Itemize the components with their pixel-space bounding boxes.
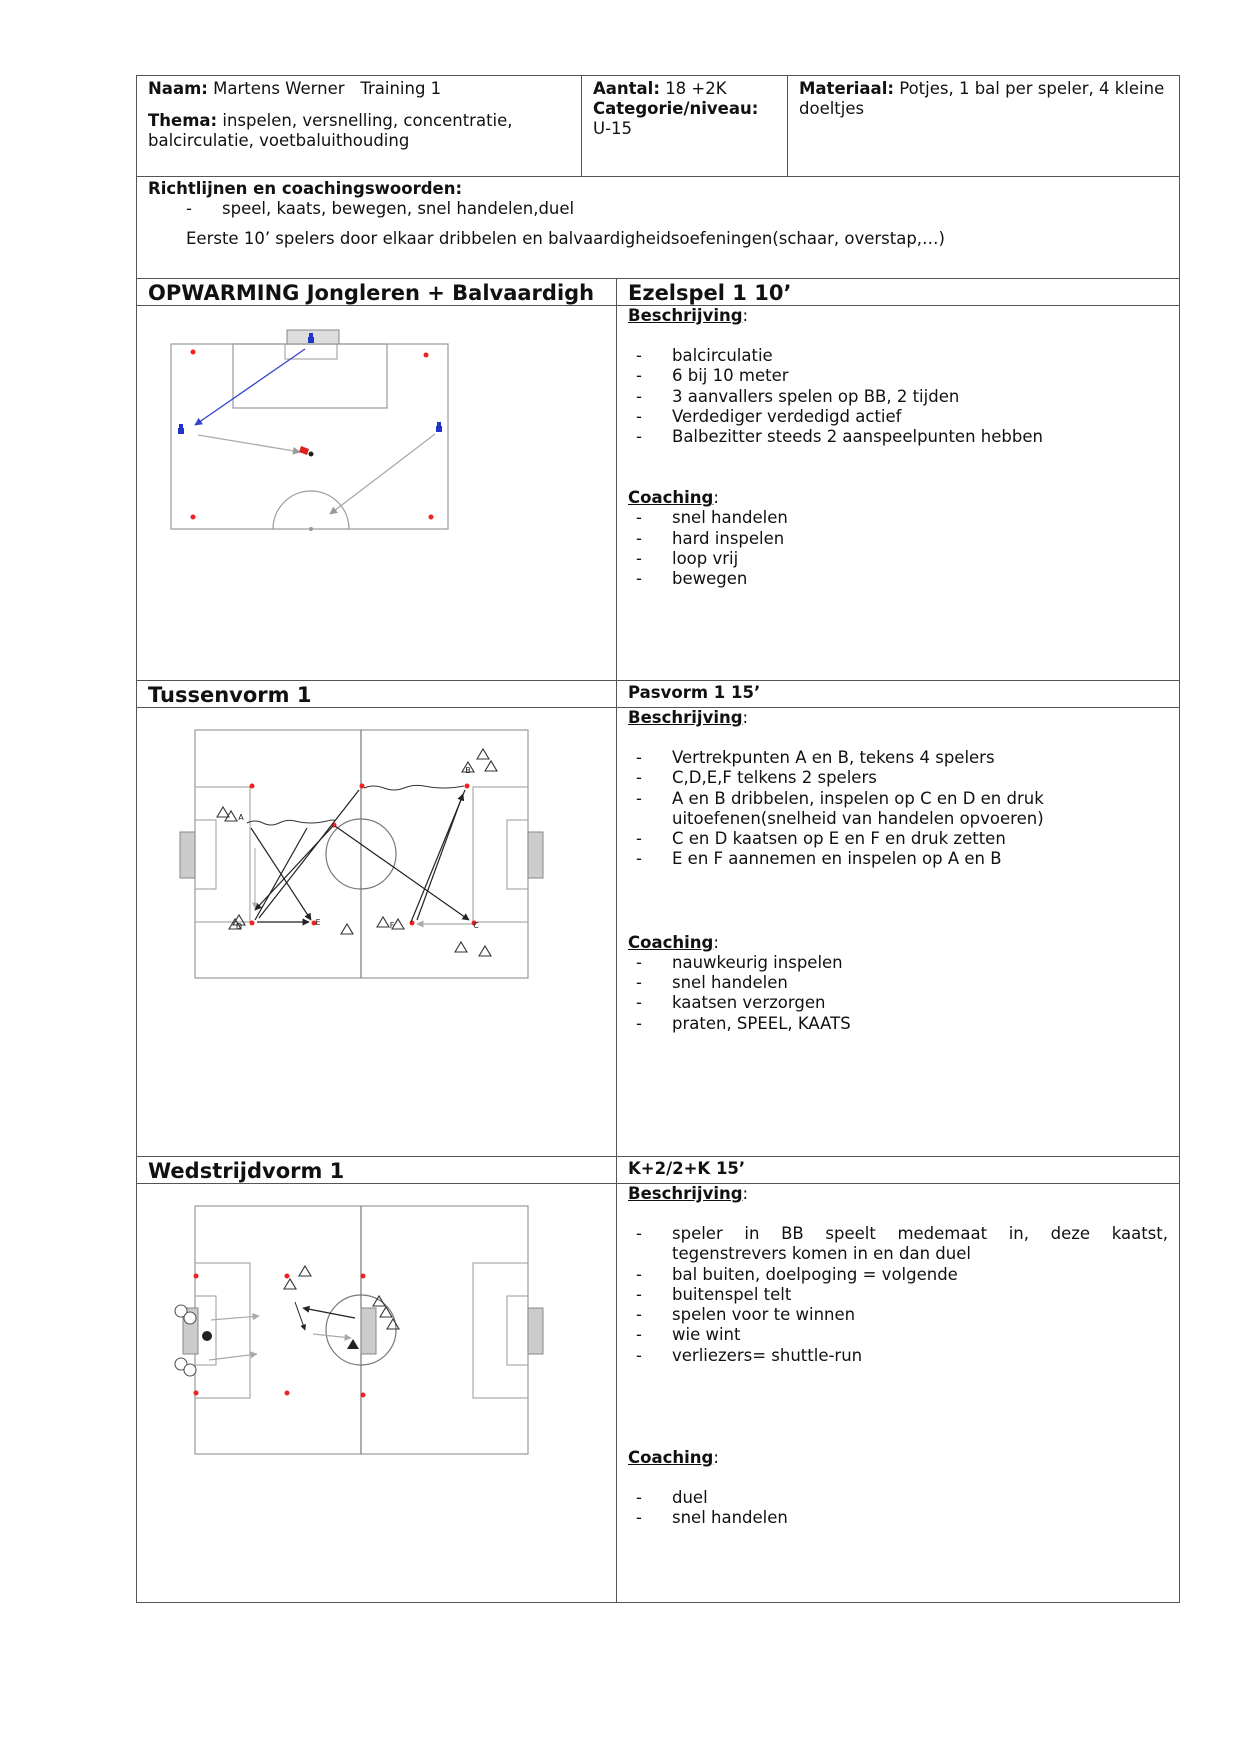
player-with-ball xyxy=(347,1339,359,1349)
categorie-value: U-15 xyxy=(593,119,633,138)
label-E: E xyxy=(315,918,321,927)
list-item: - hard inspelen xyxy=(628,529,1168,549)
ezelspel-diagram xyxy=(137,306,616,680)
list-item: - C,D,E,F telkens 2 spelers xyxy=(628,768,1168,788)
list-item: - kaatsen verzorgen xyxy=(628,993,1168,1013)
list-item: - Balbezitter steeds 2 aanspeelpunten hebben xyxy=(628,427,1168,447)
section2-title-right: Pasvorm 1 15’ xyxy=(616,680,1180,708)
materiaal-cell xyxy=(787,75,1180,177)
aantal-label: Aantal: xyxy=(593,79,660,98)
coaching-heading: Coaching xyxy=(628,932,714,952)
coaching-list xyxy=(628,953,1168,1034)
list-item: - speler in BB speelt medemaat in, deze kaatst, tegenstrevers komen in en dan duel xyxy=(628,1224,1168,1265)
beschrijving-heading: Beschrijving xyxy=(628,708,743,727)
list-item: - bewegen xyxy=(628,569,1168,589)
aantal-value: 18 +2K xyxy=(665,79,727,98)
cone-markers xyxy=(191,350,434,520)
richtlijnen-note: Eerste 10’ spelers door elkaar dribbelen en balvaardigheidsoefeningen(schaar, overstap,…) xyxy=(186,229,945,249)
naam-value: Martens Werner xyxy=(213,79,345,98)
list-item: - duel xyxy=(628,1488,1168,1508)
list-item: - loop vrij xyxy=(628,549,1168,569)
cone-markers xyxy=(250,784,477,926)
list-item: - Vertrekpunten A en B, tekens 4 spelers xyxy=(628,748,1168,768)
naam-cell xyxy=(136,75,582,177)
beschrijving-list xyxy=(628,346,1168,447)
list-item: - wie wint xyxy=(628,1325,1168,1345)
thema-label: Thema: xyxy=(148,111,218,130)
beschrijving-heading: Beschrijving xyxy=(628,1184,743,1203)
coaching-list xyxy=(628,1488,1168,1529)
thema-value: inspelen, versnelling, concentratie, balcirculatie, voetbaluithouding xyxy=(148,111,513,150)
list-item: - bal buiten, doelpoging = volgende xyxy=(628,1265,1168,1285)
list-item: - 3 aanvallers spelen op BB, 2 tijden xyxy=(628,387,1168,407)
section2-diagram-cell xyxy=(136,707,617,1157)
ball-left xyxy=(202,1331,212,1341)
cone-markers xyxy=(194,1274,366,1398)
label-F: F xyxy=(389,921,395,930)
wedstrijdvorm-diagram xyxy=(137,1184,616,1602)
label-D: D xyxy=(235,922,243,931)
list-item: - buitenspel telt xyxy=(628,1285,1168,1305)
list-item: - verliezers= shuttle-run xyxy=(628,1346,1168,1366)
section2-text-cell: Beschrijving: - Vertrekpunten A en B, tekens 4 spelers - C,D,E,F telkens 2 spelers - A en B dribbelen, inspelen op C en D en druk uitoefenen(snelheid van handelen opvoeren) - C en D kaatsen op E en F en druk zetten - E en F aannemen en inspelen op A en B Coaching: - nauwkeurig inspelen - snel handelen - kaatsen verzorgen - praten, SPEEL, KAATS xyxy=(616,707,1180,1157)
richtlijnen-list xyxy=(178,199,1168,219)
richtlijnen-cell xyxy=(136,176,1180,279)
materiaal-label: Materiaal: xyxy=(799,79,894,98)
section1-title-right: Ezelspel 1 10’ xyxy=(616,278,1180,306)
list-item: - speel, kaats, bewegen, snel handelen,duel xyxy=(178,199,1168,219)
list-item: - snel handelen xyxy=(628,1508,1168,1528)
label-A: A xyxy=(238,813,244,822)
list-item: - nauwkeurig inspelen xyxy=(628,953,1168,973)
categorie-label: Categorie/niveau: xyxy=(593,99,759,118)
section1-diagram-cell xyxy=(136,305,617,681)
list-item: - snel handelen xyxy=(628,508,1168,528)
materiaal-value: Potjes, 1 bal per speler, 4 kleine doeltjes xyxy=(799,79,1165,118)
list-item: - snel handelen xyxy=(628,973,1168,993)
coaching-list xyxy=(628,508,1168,589)
section3-title-left: Wedstrijdvorm 1 xyxy=(136,1156,617,1184)
list-item: - E en F aannemen en inspelen op A en B xyxy=(628,849,1168,869)
beschrijving-heading: Beschrijving xyxy=(628,306,743,325)
list-item: - praten, SPEEL, KAATS xyxy=(628,1014,1168,1034)
training-sheet xyxy=(136,75,1180,1603)
section1-text-cell: Beschrijving: - balcirculatie - 6 bij 10 meter - 3 aanvallers spelen op BB, 2 tijden - Verdediger verdedigd actief - Balbezitter steeds 2 aanspeelpunten hebben Coaching: - snel handelen - hard inspelen - loop vrij - bewegen xyxy=(616,305,1180,681)
list-item: - balcirculatie xyxy=(628,346,1168,366)
pasvorm-diagram xyxy=(137,708,616,1156)
training-label: Training 1 xyxy=(360,79,442,98)
naam-label: Naam: xyxy=(148,79,208,98)
coaching-heading: Coaching xyxy=(628,488,714,508)
list-item: - A en B dribbelen, inspelen op C en D en druk uitoefenen(snelheid van handelen opvoeren) xyxy=(628,789,1168,830)
player-triangles xyxy=(217,749,497,956)
beschrijving-list xyxy=(628,1224,1168,1366)
beschrijving-list xyxy=(628,748,1168,870)
section3-title-right: K+2/2+K 15’ xyxy=(616,1156,1180,1184)
list-item: - Verdediger verdedigd actief xyxy=(628,407,1168,427)
section3-text-cell: Beschrijving: - speler in BB speelt medemaat in, deze kaatst, tegenstrevers komen in en dan duel - bal buiten, doelpoging = volgende - buitenspel telt - spelen voor te winnen - wie wint - verliezers= shuttle-run Coaching: - duel - snel handelen xyxy=(616,1183,1180,1603)
section2-title-left: Tussenvorm 1 xyxy=(136,680,617,708)
label-B: B xyxy=(465,766,471,775)
section1-title-left: OPWARMING Jongleren + Balvaardigh xyxy=(136,278,617,306)
label-C: C xyxy=(473,921,479,930)
richtlijnen-title: Richtlijnen en coachingswoorden: xyxy=(148,179,463,198)
aantal-cell xyxy=(581,75,788,177)
list-item: - C en D kaatsen op E en F en druk zetten xyxy=(628,829,1168,849)
list-item: - 6 bij 10 meter xyxy=(628,366,1168,386)
list-item: - spelen voor te winnen xyxy=(628,1305,1168,1325)
coaching-heading: Coaching xyxy=(628,1448,714,1468)
section3-diagram-cell xyxy=(136,1183,617,1603)
